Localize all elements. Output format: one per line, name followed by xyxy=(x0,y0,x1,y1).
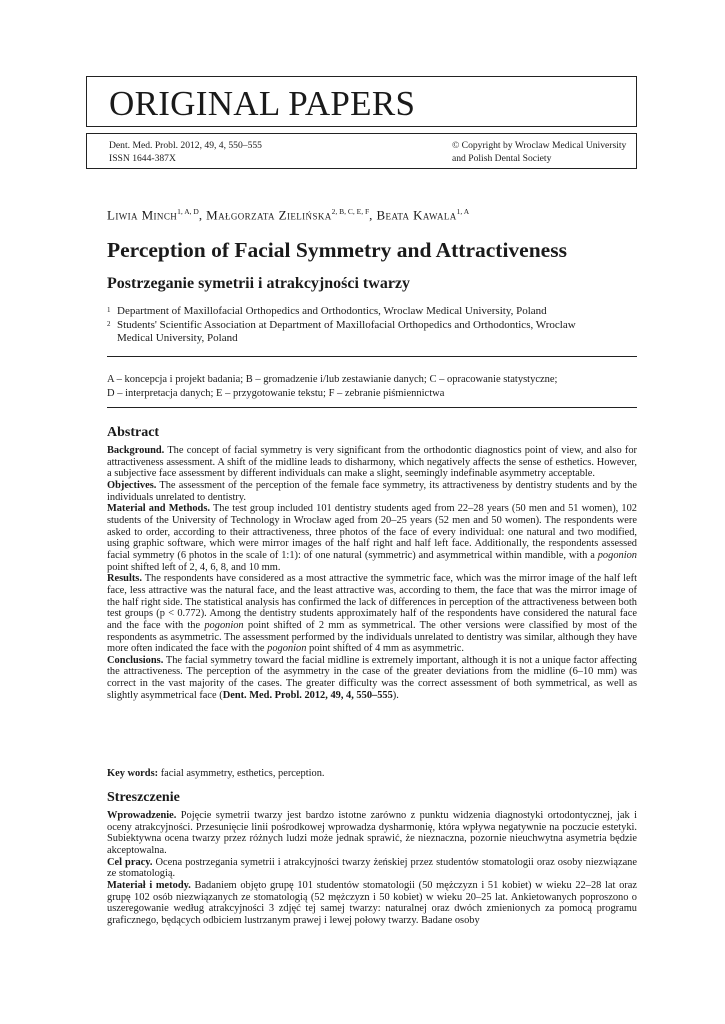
abstract-methods xyxy=(107,503,637,573)
issn: ISSN 1644-387X xyxy=(109,153,176,164)
term: pogonion xyxy=(597,549,637,561)
paragraph-text: The facial symmetry toward the facial midline is extremely important, although it is not a unique factor affecting the attractiveness. The perception of the asymmetry in the case of the greater deviations from the midline (6–10 mm) was correct in the vast majority of the cases. The greater difficulty was the correct assessment of both symmetrical, as well as slightly asymmetrical face ( xyxy=(107,654,637,701)
author-affiliation-marker: 2, B, C, E, F xyxy=(331,207,370,216)
paper-title: Perception of Facial Symmetry and Attractiveness xyxy=(107,238,567,262)
copyright-block xyxy=(452,139,626,165)
divider xyxy=(107,356,637,357)
paragraph-text: point shifted of 4 mm as asymmetric. xyxy=(309,643,464,655)
author-affiliation-marker: 1, A xyxy=(456,207,470,216)
streszczenie-heading: Streszczenie xyxy=(107,790,180,805)
label: Conclusions. xyxy=(107,654,164,666)
term: pogonion xyxy=(267,643,307,655)
paragraph-text: Badaniem objęto grupę 101 studentów stomatologii (50 mężczyzn i 51 kobiet) w wieku 22–28 lat oraz grupę 102 osób niezwiązanych ze stomatologią (52 mężczyzn i 50 kobiet) w wieku 20–25 lat. Ankietowanych poproszono o uszeregowanie według atrakcyjności 3 zdjęć tej samej twarzy: naturalnej oraz dwóch zmienionych za pomocą programu graficznego, będących odbiciem lustrzanym prawej i lewej połowy twarzy. Badane osoby xyxy=(107,879,637,926)
paragraph-text: Pojęcie symetrii twarzy jest bardzo istotne zarówno z punktu widzenia diagnostyki ortodontycznej, jak i oceny atrakcyjności. Przesunięcie linii pośrodkowej wprowadza dysharmonię, która wpływa negatywnie na poczucie estetyki. Subiektywna ocena twarzy przez różnych ludzi może jednak sprawić, że nieznaczna, pozornie nieuchwytna asymetria będzie akceptowalna. xyxy=(107,810,637,856)
streszczenie-intro xyxy=(107,810,637,857)
streszczenie-aim xyxy=(107,857,637,880)
abstract-conclusions xyxy=(107,655,637,702)
label: Objectives. xyxy=(107,479,157,491)
copyright-line-1: © Copyright by Wroclaw Medical University xyxy=(452,140,627,151)
contribution-legend xyxy=(107,373,637,400)
streszczenie-body xyxy=(107,810,637,927)
affiliation-number: 1 xyxy=(107,306,111,314)
affiliation-text: Department of Maxillofacial Orthopedics and Orthodontics, Wroclaw Medical University, Poland xyxy=(117,305,547,317)
section-title: ORIGINAL PAPERS xyxy=(109,84,416,123)
keywords-text: facial asymmetry, esthetics, perception. xyxy=(160,768,325,779)
paragraph-text: Ocena postrzegania symetrii i atrakcyjności twarzy żeńskiej przez studentów stomatologii oraz osoby niezwiązane ze stomatologią. xyxy=(107,856,637,880)
affiliations xyxy=(107,305,607,346)
citation-block xyxy=(109,139,262,165)
abstract-heading: Abstract xyxy=(107,425,160,440)
paper-subtitle: Postrzeganie symetrii i atrakcyjności twarzy xyxy=(107,275,411,292)
paragraph-text: point shifted of 2 mm as symmetrical. The other versions were classified by most of the respondents as asymmetric. The assessment performed by the individuals unrelated to dentistry was similar, although they have more often indicated the face with the xyxy=(107,619,637,655)
paragraph-text: point shifted left of 2, 4, 6, 8, and 10 mm. xyxy=(107,561,281,573)
abstract-background xyxy=(107,445,637,480)
label: Materiał i metody. xyxy=(107,879,191,891)
author-name: Beata Kawala xyxy=(376,207,457,223)
contribution-line-2: D – interpretacja danych; E – przygotowanie tekstu; F – zebranie piśmiennictwa xyxy=(107,387,445,399)
paragraph-text: The respondents have considered as a most attractive the symmetric face, which was the mirror image of the half left face, less attractive was the natural face, and the least attractive was, according to them, the face that was the mirror image of the half right side. The statistical analysis has confirmed the lack of differences in perception of the attractiveness between both test groups (p < 0.772). Among the dentistry students approximately half of the respondents have considered the natural face and the face with the xyxy=(107,573,637,631)
section-header-box xyxy=(86,76,637,127)
divider xyxy=(107,407,637,408)
affiliation-number: 2 xyxy=(107,319,111,328)
paragraph-text: The assessment of the perception of the female face symmetry, its attractiveness by dentistry students and by the individuals unrelated to dentistry. xyxy=(107,479,637,503)
author-name: Małgorzata Zielińska xyxy=(206,207,332,223)
copyright-line-2: and Polish Dental Society xyxy=(452,153,552,164)
paragraph-text: ). xyxy=(392,689,399,701)
paragraph-text: The concept of facial symmetry is very significant from the orthodontic diagnostics point of view, and also for attractiveness assessment. A shift of the midline leads to disharmony, which negatively affects the sense of esthetics. However, a subjective face assessment by different individuals can make a slight, seemingly indefinable asymmetry acceptable. xyxy=(107,445,637,480)
paragraph-text: The test group included 101 dentistry students aged from 22–28 years (50 men and 51 women), 102 students of the University of Technology in Wrocław aged from 20–25 years (52 men and 50 women). The respondents were asked to order, according to their attractiveness, three photos of the face of every individual: one natural and two modified, using graphic software, which were mirror images of the half right and half left face. Additionally, the respondents assessed facial symmetry (6 photos in the scale of 1:1): of one natural (symmetric) and asymmetrical within mandible, with a xyxy=(107,503,637,561)
citation-inline: Dent. Med. Probl. 2012, 49, 4, 550–555 xyxy=(222,689,393,701)
citation: Dent. Med. Probl. 2012, 49, 4, 550–555 xyxy=(109,140,262,151)
label: Background. xyxy=(107,445,165,456)
abstract-objectives xyxy=(107,480,637,503)
author-name: Liwia Minch xyxy=(107,207,178,223)
label: Cel pracy. xyxy=(107,856,153,868)
abstract-body xyxy=(107,445,637,701)
author-affiliation-marker: 1, A, D xyxy=(177,207,199,216)
affiliation-item xyxy=(107,319,607,346)
affiliation-item xyxy=(107,305,607,319)
contribution-line-1: A – koncepcja i projekt badania; B – gromadzenie i/lub zestawianie danych; C – opracowanie statystyczne; xyxy=(107,374,558,385)
abstract-results xyxy=(107,573,637,655)
label: Results. xyxy=(107,573,142,585)
label: Wprowadzenie. xyxy=(107,810,177,821)
streszczenie-methods xyxy=(107,880,637,927)
author-list: Liwia Minch$^{1, A, D}$, Małgorzata Zielińska$^{2, B, C, E, F}$, Beata Kawala$^{1, A}$ xyxy=(107,207,470,223)
term: pogonion xyxy=(204,619,244,631)
keywords xyxy=(107,768,637,780)
label: Material and Methods. xyxy=(107,503,210,515)
journal-info-box xyxy=(86,133,637,169)
affiliation-text: Students' Scientific Association at Department of Maxillofacial Orthopedics and Orthodontics, Wroclaw Medical University, Poland xyxy=(117,318,576,345)
label: Key words: xyxy=(107,768,159,779)
